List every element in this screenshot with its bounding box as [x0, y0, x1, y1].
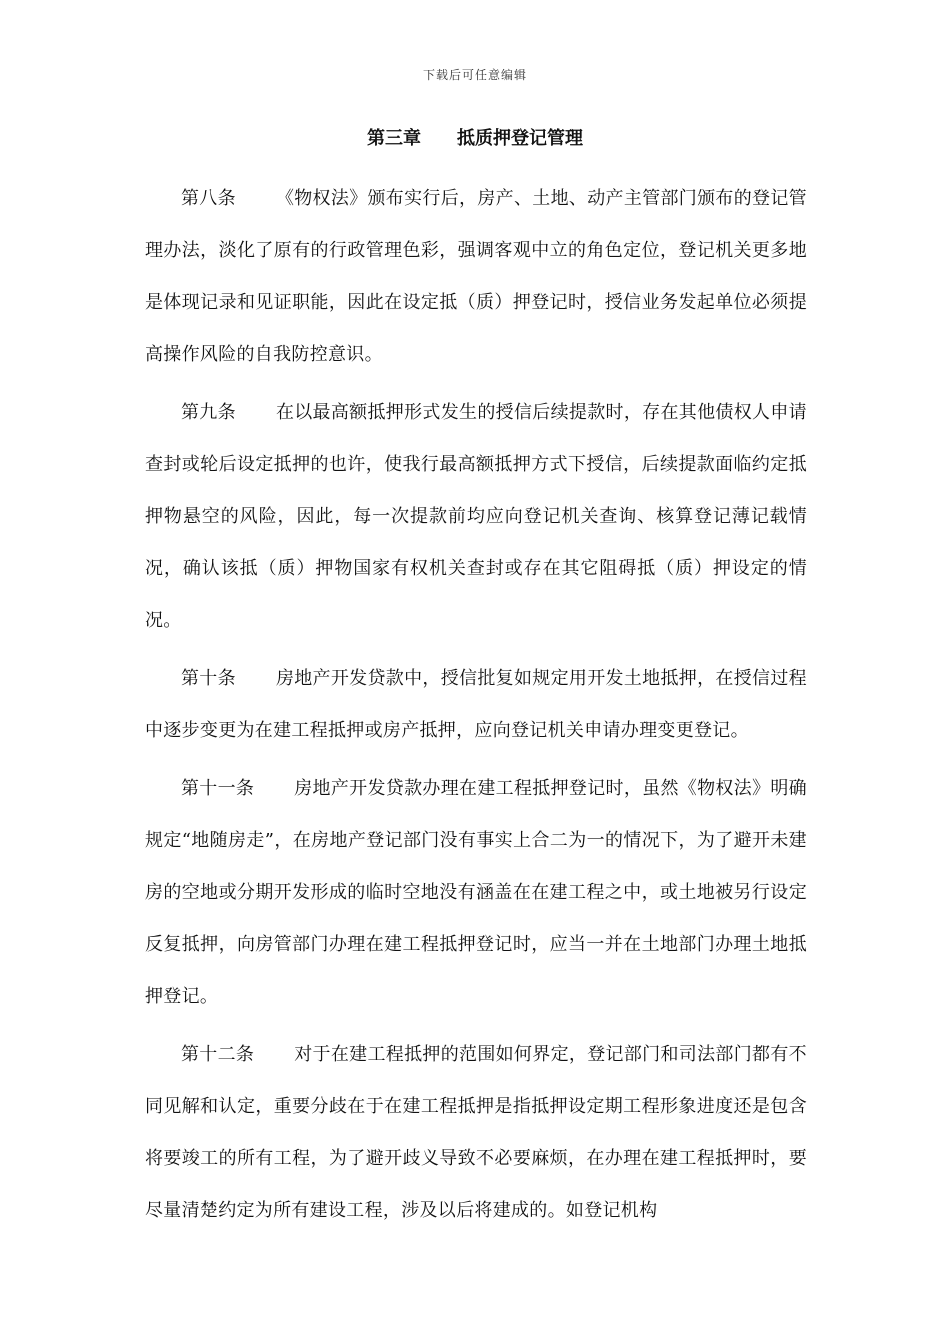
article-number: 第八条 [181, 188, 236, 209]
article-number: 第九条 [181, 402, 236, 423]
article-text: 在以最高额抵押形式发生的授信后续提款时，存在其他债权人申请查封或轮后设定抵押的也许，使我行最高额抵押方式下授信，后续提款面临约定抵押物悬空的风险，因此，每一次提款前均应向登记机关查询、核算登记薄记载情况，确认该抵（质）押物国家有权机关查封或存在其它阻碍抵（质）押设定的情况。 [145, 402, 807, 631]
article-text: 《物权法》颁布实行后，房产、土地、动产主管部门颁布的登记管理办法，淡化了原有的行政管理色彩，强调客观中立的角色定位，登记机关更多地是体现记录和见证职能，因此在设定抵（质）押登记时，授信业务发起单位必须提高操作风险的自我防控意识。 [145, 188, 807, 365]
article-number: 第十一条 [181, 778, 255, 799]
article-text: 对于在建工程抵押的范围如何界定，登记部门和司法部门都有不同见解和认定，重要分歧在于在建工程抵押是指抵押设定期工程形象进度还是包含将要竣工的所有工程，为了避开歧义导致不必要麻烦，在办理在建工程抵押时，要尽量清楚约定为所有建设工程，涉及以后将建成的。如登记机构 [145, 1044, 807, 1221]
article-number: 第十二条 [181, 1044, 255, 1065]
article-11 [145, 763, 807, 1023]
article-9 [145, 387, 807, 647]
article-8 [145, 173, 807, 381]
article-12 [145, 1029, 807, 1237]
article-10 [145, 653, 807, 757]
article-text: 房地产开发贷款中，授信批复如规定用开发土地抵押，在授信过程中逐步变更为在建工程抵押或房产抵押，应向登记机关申请办理变更登记。 [145, 668, 807, 741]
chapter-title: 第三章 抵质押登记管理 [367, 128, 583, 149]
document-body [145, 173, 807, 1243]
article-number: 第十条 [181, 668, 236, 689]
article-text: 房地产开发贷款办理在建工程抵押登记时，虽然《物权法》明确规定“地随房走”，在房地产登记部门没有事实上合二为一的情况下，为了避开未建房的空地或分期开发形成的临时空地没有涵盖在在建工程之中，或土地被另行设定反复抵押，向房管部门办理在建工程抵押登记时，应当一并在土地部门办理土地抵押登记。 [145, 778, 807, 1007]
header-note: 下载后可任意编辑 [422, 68, 527, 82]
